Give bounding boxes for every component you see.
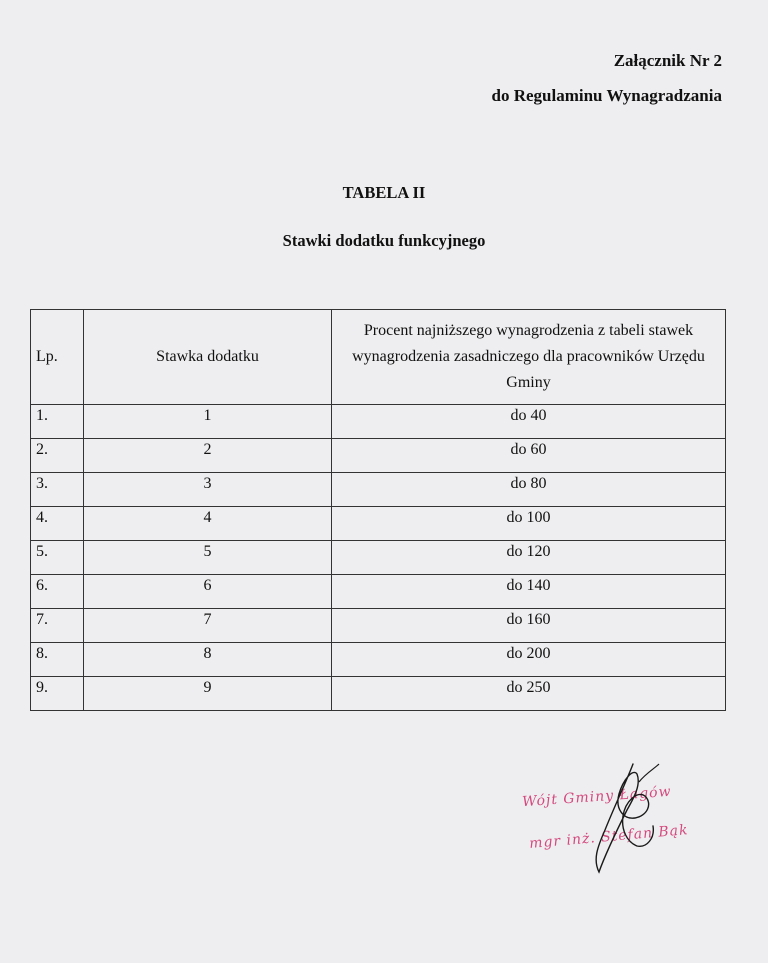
column-header-lp: Lp. xyxy=(31,310,84,405)
cell-lp: 2. xyxy=(31,439,84,473)
table-row xyxy=(31,439,726,473)
cell-lp: 8. xyxy=(31,643,84,677)
cell-stawka: 6 xyxy=(84,575,332,609)
column-header-procent: Procent najniższego wynagrodzenia z tabeli stawek wynagrodzenia zasadniczego dla pracowników Urzędu Gminy xyxy=(332,310,726,405)
stamp-title: Wójt Gminy Łagów xyxy=(521,783,673,811)
table-row xyxy=(31,609,726,643)
cell-stawka: 4 xyxy=(84,507,332,541)
cell-procent: do 140 xyxy=(332,575,726,609)
table-row xyxy=(31,643,726,677)
cell-procent: do 160 xyxy=(332,609,726,643)
cell-procent: do 60 xyxy=(332,439,726,473)
cell-lp: 5. xyxy=(31,541,84,575)
cell-procent: do 120 xyxy=(332,541,726,575)
cell-procent: do 100 xyxy=(332,507,726,541)
cell-stawka: 2 xyxy=(84,439,332,473)
table-row xyxy=(31,405,726,439)
cell-stawka: 3 xyxy=(84,473,332,507)
cell-lp: 7. xyxy=(31,609,84,643)
cell-lp: 3. xyxy=(31,473,84,507)
cell-stawka: 7 xyxy=(84,609,332,643)
table-row xyxy=(31,541,726,575)
column-header-stawka: Stawka dodatku xyxy=(84,310,332,405)
cell-procent: do 250 xyxy=(332,677,726,711)
cell-lp: 6. xyxy=(31,575,84,609)
regulation-reference: do Regulaminu Wynagradzania xyxy=(491,86,722,105)
cell-stawka: 8 xyxy=(84,643,332,677)
signature xyxy=(575,760,685,875)
table-row xyxy=(31,677,726,711)
cell-procent: do 200 xyxy=(332,643,726,677)
cell-lp: 9. xyxy=(31,677,84,711)
table-row xyxy=(31,575,726,609)
stamp-name: mgr inż. Stefan Bąk xyxy=(528,822,690,852)
cell-procent: do 40 xyxy=(332,405,726,439)
attachment-number: Załącznik Nr 2 xyxy=(613,51,722,70)
table-row xyxy=(31,473,726,507)
cell-lp: 4. xyxy=(31,507,84,541)
table-header-row xyxy=(31,310,726,405)
cell-stawka: 1 xyxy=(84,405,332,439)
cell-stawka: 9 xyxy=(84,677,332,711)
cell-lp: 1. xyxy=(31,405,84,439)
cell-stawka: 5 xyxy=(84,541,332,575)
rates-table xyxy=(30,309,726,711)
cell-procent: do 80 xyxy=(332,473,726,507)
table-row xyxy=(31,507,726,541)
table-title: TABELA II xyxy=(342,183,426,202)
table-subtitle: Stawki dodatku funkcyjnego xyxy=(282,231,486,250)
